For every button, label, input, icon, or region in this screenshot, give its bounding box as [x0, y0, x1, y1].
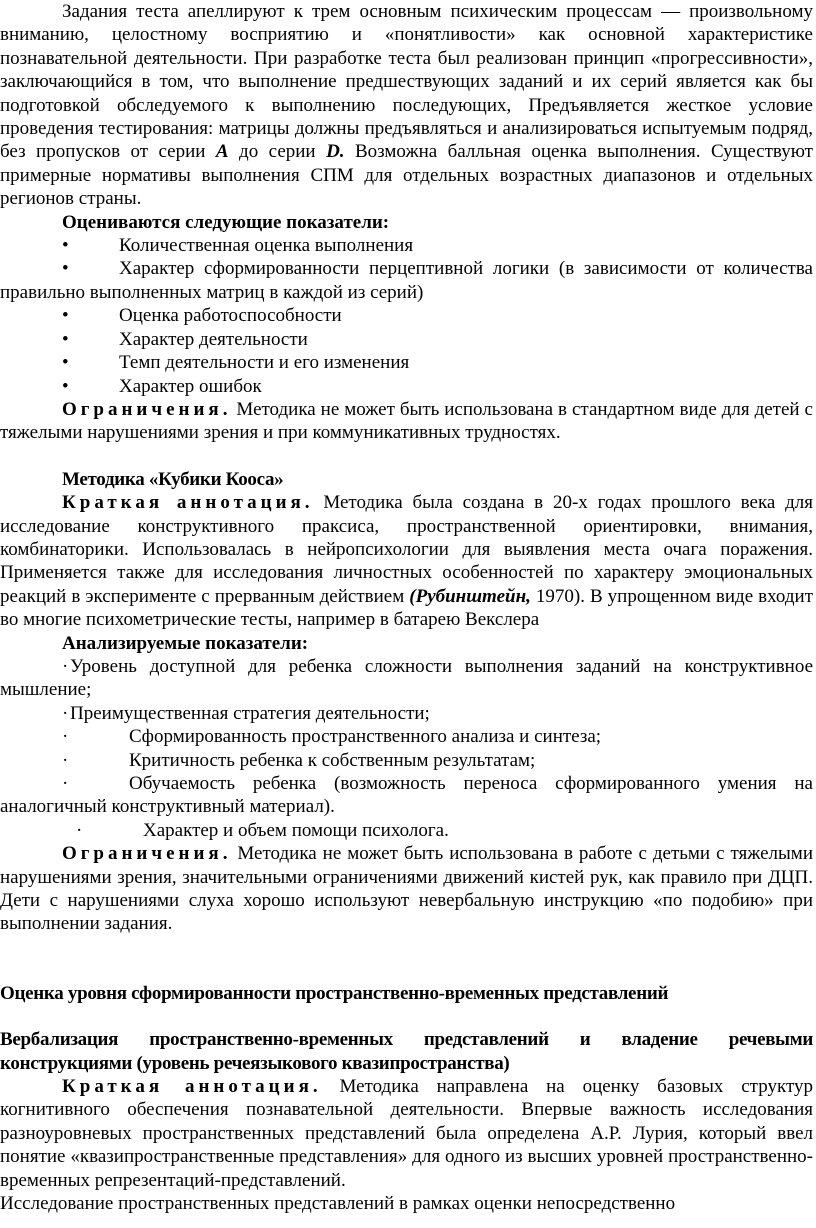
- indicator-item: • Характер деятельности: [62, 328, 308, 350]
- analyzed-item: · Характер и объем помощи психолога.: [76, 819, 449, 841]
- limitation-paragraph: Ограничения. Методика не может быть использована в стандартном виде для детей с тяжелыми нарушениями зрения и при коммуникативных трудностях.: [0, 398, 813, 444]
- section-annotation: Краткая аннотация. Методика направлена на оценку базовых структур когнитивного обеспечения познавательной деятельности. Впервые важность исследования разноуровневых пространственных представлений была определена А.Р. Лурия, который ввел понятие «квазипространственные представления» для одного из высших уровней пространственно-временных репрезентаций-представлений.: [0, 1076, 813, 1191]
- section-subtitle: Вербализация пространственно-временных представлений и владение речевыми конструкциями (уровень речеязыкового квазипространства): [0, 1029, 813, 1074]
- analyzed-item: ·Уровень доступной для ребенка сложности выполнения заданий на конструктивное мышление;: [0, 655, 813, 701]
- koos-annotation: Краткая аннотация. Методика была создана в 20-х годах прошлого века для исследование конструктивного праксиса, пространственной ориентировки, внимания, комбинаторики. Использовалась в нейропсихологии для выявления места очага поражения. Применяется также для исследования личностных особенностей по характеру эмоциональных реакций в эксперименте с прерванным действием (Рубинштейн, 1970). В упрощенном виде входит во многие психометрические тесты, например в батарею Векслера: [0, 492, 813, 631]
- limitation-label: Ограничения.: [62, 398, 232, 420]
- indicator-item: • Характер сформированности перцептивной логики (в зависимости от количества правильно выполненных матриц в каждой из серий): [0, 258, 813, 303]
- analyzed-item: · Критичность ребенка к собственным результатам;: [62, 749, 536, 771]
- intro-paragraph: [0, 0, 813, 211]
- koos-title: Методика «Кубики Кооса»: [62, 468, 284, 490]
- indicator-item: • Оценка работоспособности: [62, 305, 342, 327]
- citation: (Рубинштейн,: [409, 585, 531, 607]
- analyzed-item: · Сформированность пространственного анализа и синтеза;: [62, 726, 602, 748]
- analyzed-heading: Анализируемые показатели:: [62, 632, 309, 654]
- annotation-label: Краткая аннотация.: [62, 1076, 322, 1098]
- series-d: D.: [326, 141, 345, 163]
- last-line: Исследование пространственных представлений в рамках оценки непосредственно: [0, 1193, 676, 1215]
- indicator-item: • Характер ошибок: [62, 375, 262, 397]
- intro-text-2: до серии: [228, 141, 327, 163]
- section-title: Оценка уровня сформированности пространственно-временных представлений: [0, 982, 669, 1004]
- series-a: А: [215, 141, 229, 163]
- limitation-label: Ограничения.: [62, 843, 232, 865]
- intro-text-1: Задания теста апеллируют к трем основным психическим процессам — произвольному вниманию, целостному восприятию и «понятливости» как основной характеристике познавательной деятельности. При разработке теста был реализован принцип «прогрессивности», заключающийся в том, что выполнение предшествующих заданий и их серий является как бы подготовкой обследуемого к выполнению последующих, Предъявляется жесткое условие проведения тестирования: матрицы должны предъявляться и анализироваться испытуемым подряд, без пропусков от серии: [0, 1, 813, 163]
- indicator-item: • Темп деятельности и его изменения: [62, 352, 410, 374]
- analyzed-item: · Обучаемость ребенка (возможность переноса сформированного умения на аналогичный конструктивный материал).: [0, 773, 813, 818]
- indicator-item: • Количественная оценка выполнения: [62, 235, 414, 257]
- annotation-label: Краткая аннотация.: [62, 492, 314, 514]
- intro-text-3: Возможна балльная оценка выполнения. Существуют примерные нормативы выполнения СПМ для отдельных возрастных диапазонов и отдельных регионов страны.: [0, 141, 813, 210]
- analyzed-item: ·Преимущественная стратегия деятельности;: [62, 702, 430, 724]
- koos-limitation: Ограничения. Методика не может быть использована в работе с детьми с тяжелыми нарушениями зрения, значительными ограничениями движений кистей рук, как правило при ДЦП. Дети с нарушениями слуха хорошо используют невербальную инструкцию «по подобию» при выполнении задания.: [0, 843, 813, 935]
- indicators-heading: Оцениваются следующие показатели:: [62, 211, 390, 233]
